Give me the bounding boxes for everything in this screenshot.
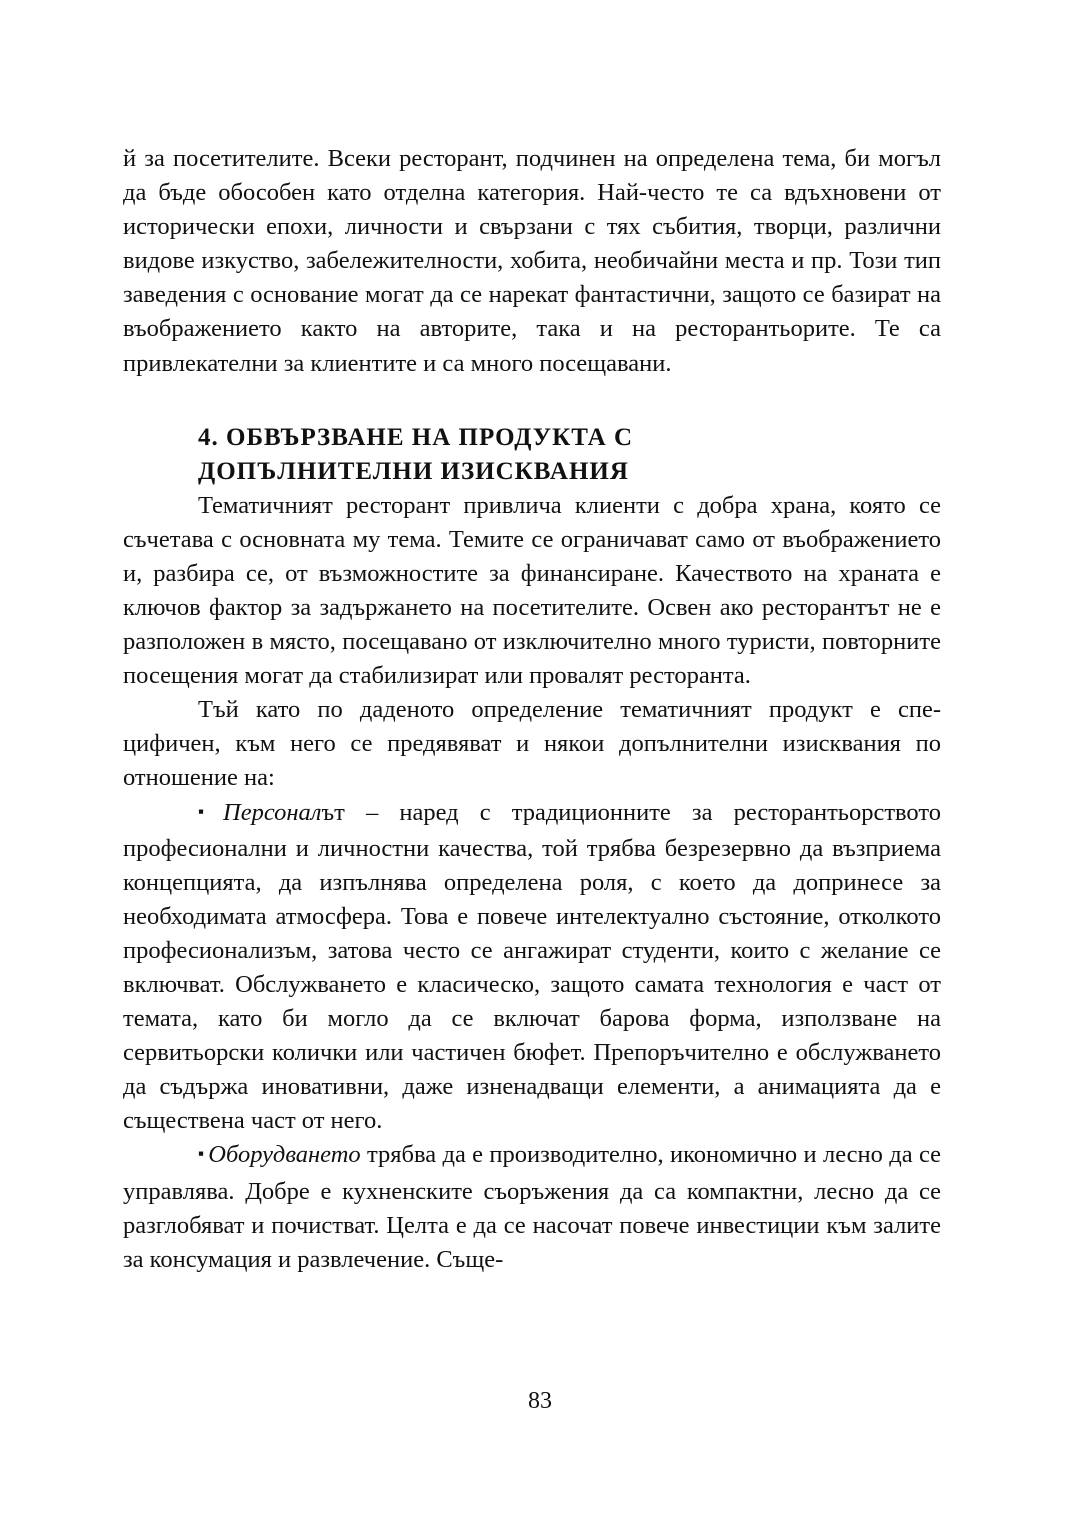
bullet-text: – наред с традиционните за ресторантьорството професионални и личностни качества, той трябва безрезервно да възприема концепцията, да изпълнява определена роля, с което да допринесе за необходимата атмосфера. Това е повече интелектуално състояние, отколкото професионализъм, затова често се ангажират студенти, които с желание се включват. Обслужването е класическо, защото самата технология е част от темата, като би могло да се включат барова форма, използване на сервитьорски колички или частичен бюфет. Препоръчително е обслужването да съдържа иновативни, даже изненадващи елементи, а анимацията да е съществена част от него. xyxy=(123,798,941,1135)
bullet-term: Персонал xyxy=(223,798,322,826)
bullet-term: Оборудването xyxy=(208,1141,361,1169)
bullet-term-suffix: ът xyxy=(321,798,345,826)
bullet-item-staff xyxy=(123,796,941,1139)
bullet-text: трябва да е производително, икономично и лесно да се управлява. Добре е кухненските съоръжения да са компактни, лесно да се разглобяват и почистват. Целта е да се насочат повече инвестиции към залите за консумация и развлечение. Съще- xyxy=(123,1141,941,1273)
document-page xyxy=(123,142,941,1277)
section-heading-line-1: 4. ОБВЪРЗВАНЕ НА ПРОДУКТА С xyxy=(198,423,634,451)
section-paragraph-1: Тематичният ресторант привлича клиенти с добра храна, която се съчетава с основната му тема. Темите се ограничават само от въображението и, разбира се, от възможностите за финансиране. Качеството на храната е ключов фактор за задържането на посетителите. Освен ако ресторантът не е разположен в място, посещавано от изключително много туристи, повторните посещения могат да стабилизират или провалят ресторанта. xyxy=(123,491,941,690)
square-bullet-icon: ▪ xyxy=(198,1144,205,1164)
square-bullet-icon: ▪ xyxy=(198,801,220,821)
page-number: 83 xyxy=(528,1388,552,1414)
bullet-item-equipment xyxy=(123,1138,941,1276)
intro-paragraph: й за посетителите. Всеки ресторант, подчинен на определена тема, би могъл да бъде обособен като отделна категория. Най-често те са вдъхновени от исторически епохи, личности и свързани с тях събития, творци, различни видове изкуство, забележителности, хобита, необичайни места и пр. Този тип заведения с основание могат да се нарекат фантастични, защото се базират на въображението както на авторите, така и на ресторантьорите. Те са привлекателни за клиентите и са много посещавани. xyxy=(123,145,941,377)
section-paragraph-2: Тъй като по даденото определение тематичният продукт е специфичен, към него се предявяват и някои допълнителни изисквания по отношение на: xyxy=(123,696,941,792)
section-heading xyxy=(198,421,941,489)
section-heading-line-2: ДОПЪЛНИТЕЛНИ ИЗИСКВАНИЯ xyxy=(198,457,629,485)
